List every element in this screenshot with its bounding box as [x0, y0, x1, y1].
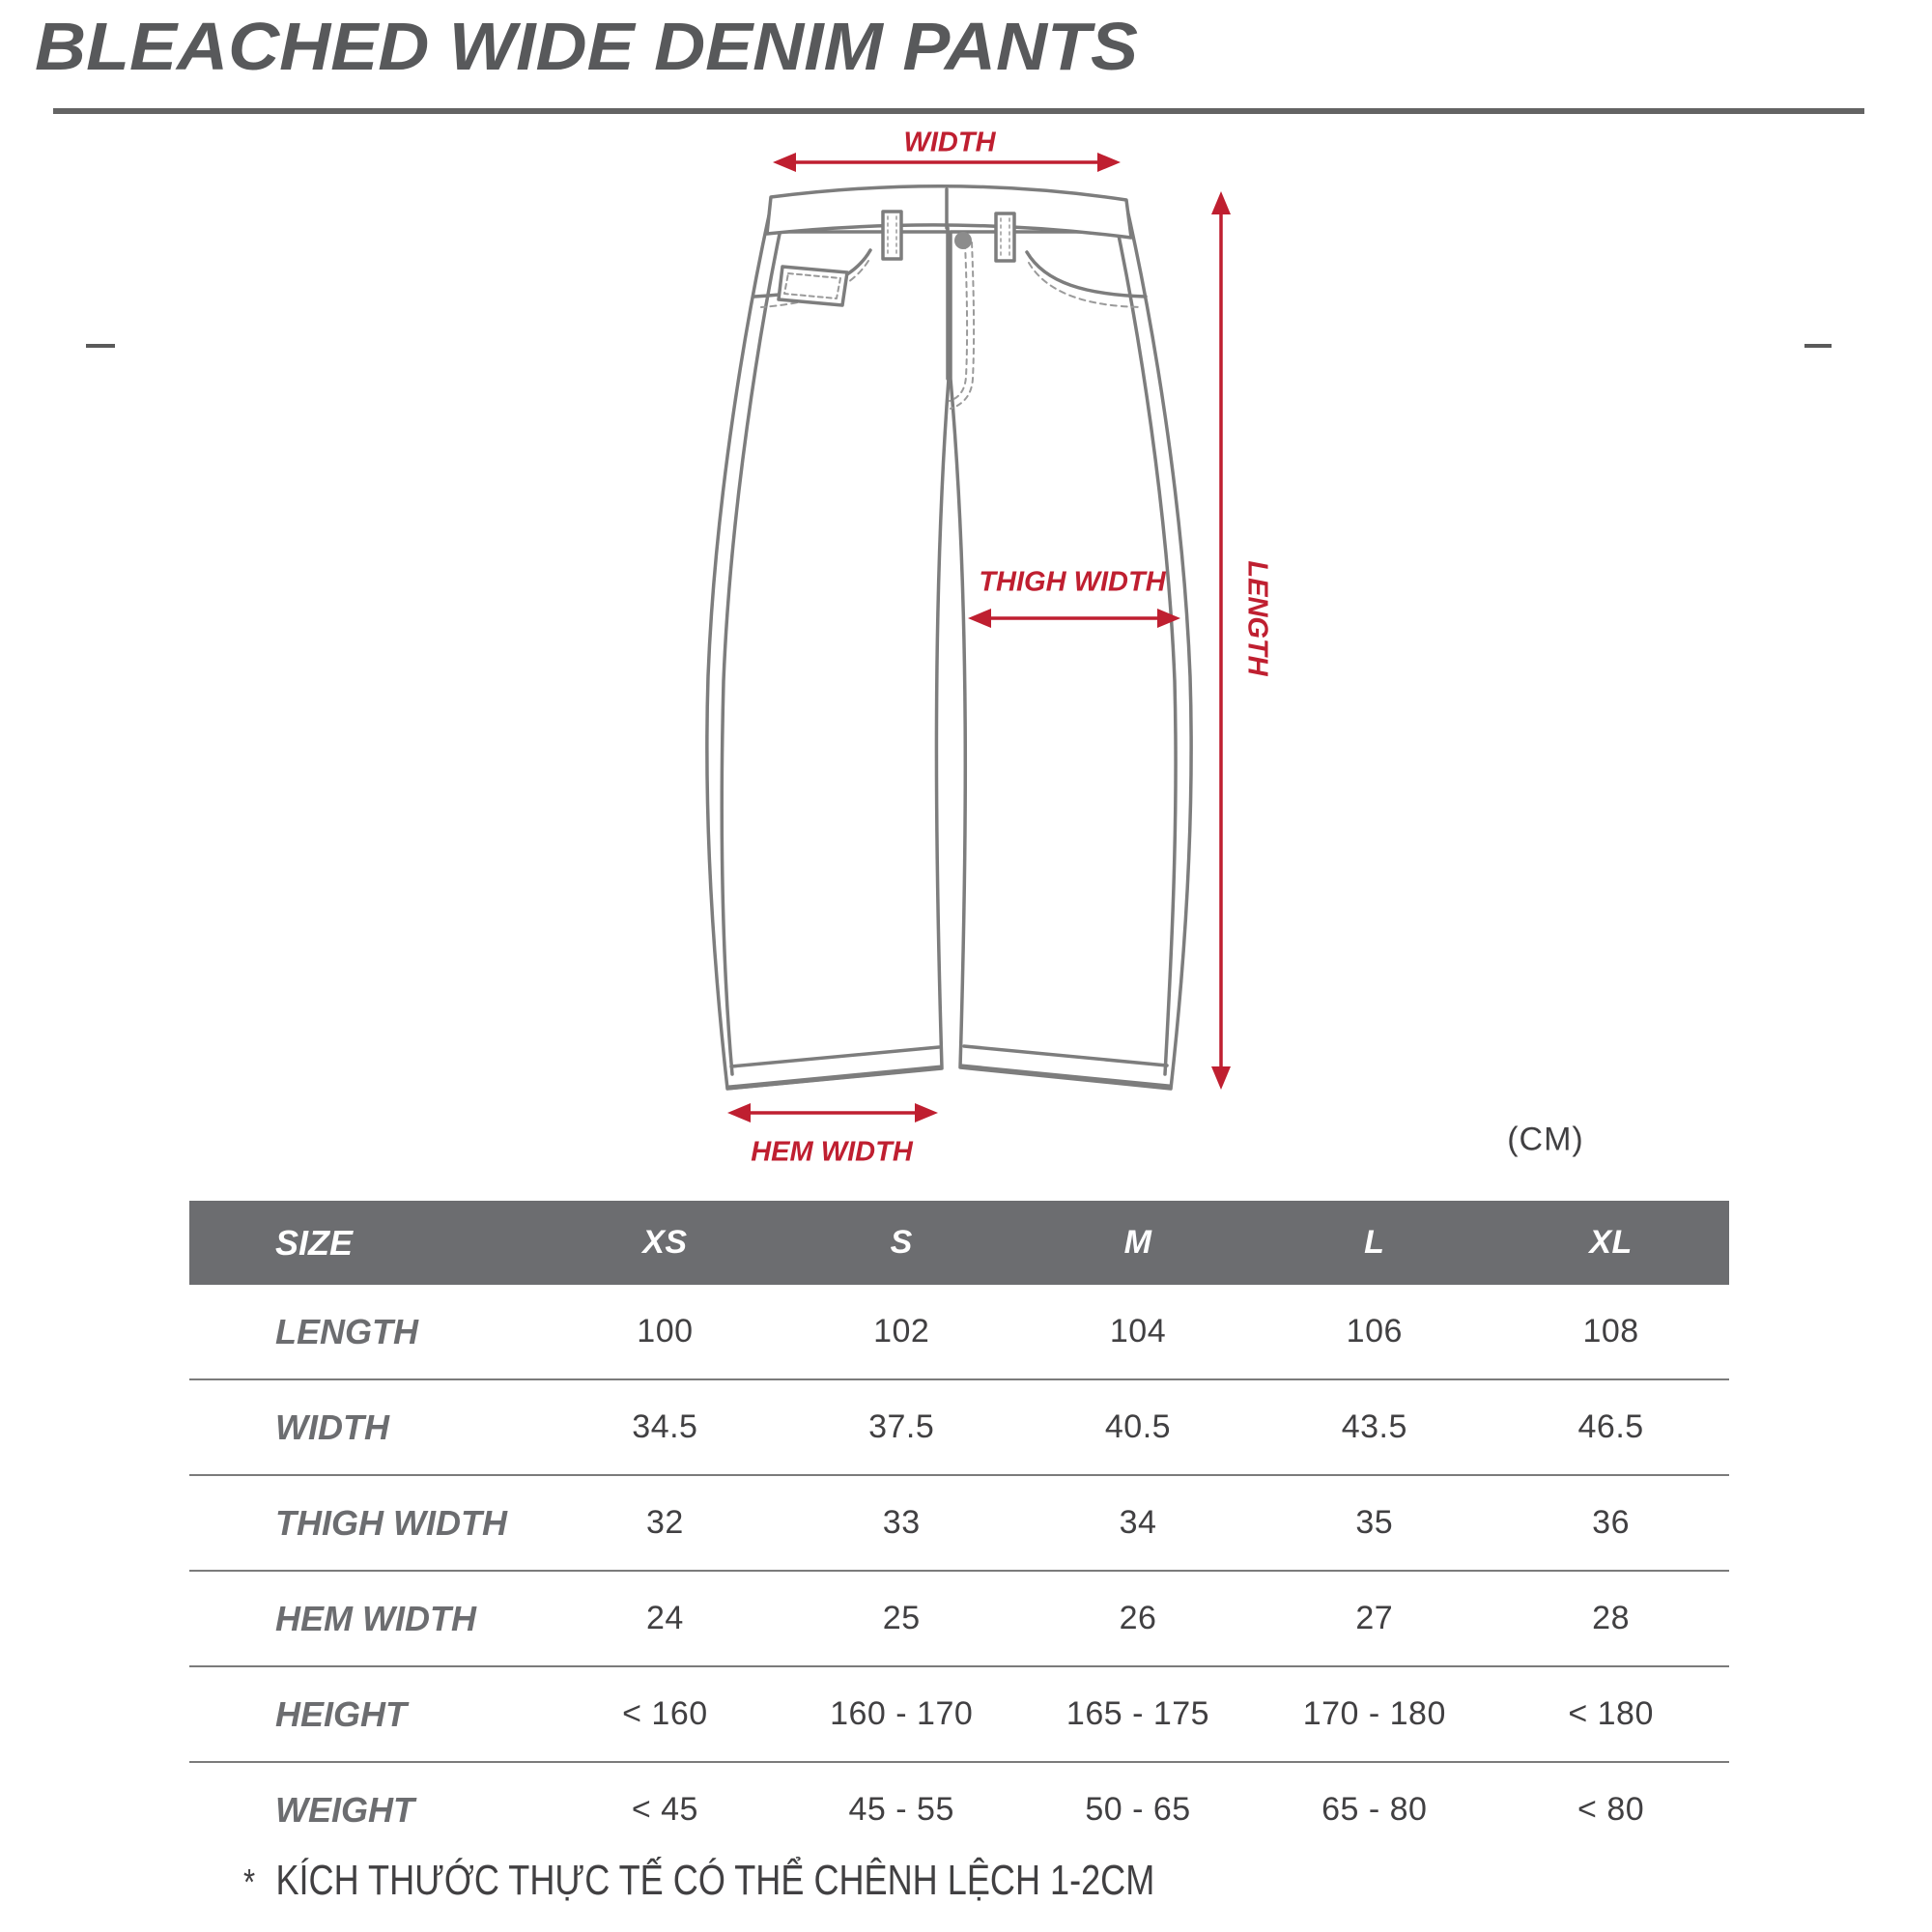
cell-value: 102 [873, 1313, 930, 1350]
left-edge-dash [86, 344, 115, 348]
cell-value: 100 [637, 1313, 694, 1350]
cell-value: 160 - 170 [830, 1695, 974, 1732]
hem-width-arrow [727, 1103, 938, 1122]
cell-value: 170 - 180 [1302, 1695, 1446, 1732]
cell-value: 46.5 [1577, 1408, 1644, 1445]
right-leg [951, 201, 1191, 1089]
cell-value: 108 [1582, 1313, 1639, 1350]
size-table-header [189, 1201, 1729, 1285]
cell-value: 24 [645, 1600, 684, 1636]
title-underline [53, 108, 1864, 114]
cell-value: 50 - 65 [1085, 1791, 1191, 1828]
header-m: M [1123, 1224, 1152, 1261]
header-s: S [890, 1224, 913, 1261]
hem-width-dim-label: HEM WIDTH [751, 1136, 913, 1168]
cell-value: 35 [1355, 1504, 1394, 1541]
table-row-hem-width [189, 1572, 1729, 1667]
coin-pocket [779, 267, 847, 305]
page-title: BLEACHED WIDE DENIM PANTS [35, 9, 1138, 84]
cell-value: 40.5 [1104, 1408, 1172, 1445]
table-row-length [189, 1285, 1729, 1380]
length-dim-label: LENGTH [1241, 560, 1273, 676]
cell-value: 34.5 [632, 1408, 698, 1445]
row-label: THIGH WIDTH [275, 1502, 507, 1543]
cell-value: 45 - 55 [848, 1791, 954, 1828]
header-xs: XS [642, 1224, 688, 1261]
cell-value: 165 - 175 [1065, 1695, 1210, 1732]
unit-label: (CM) [1507, 1121, 1584, 1158]
belt-loop-right [996, 213, 1014, 261]
thigh-width-dim-label: THIGH WIDTH [979, 566, 1166, 598]
cell-value: 104 [1109, 1313, 1167, 1350]
row-label: HEIGHT [275, 1693, 408, 1734]
left-leg [707, 198, 949, 1089]
cell-value: 34 [1119, 1504, 1157, 1541]
footnote-text: KÍCH THƯỚC THỰC TẾ CÓ THỂ CHÊNH LỆCH 1-2CM [275, 1857, 1155, 1904]
cell-value: 32 [645, 1504, 684, 1541]
length-arrow [1211, 191, 1231, 1090]
cell-value: 65 - 80 [1321, 1791, 1428, 1828]
table-row-width [189, 1380, 1729, 1476]
right-edge-dash [1804, 344, 1832, 348]
table-row-weight [189, 1763, 1729, 1857]
cell-value: < 45 [631, 1791, 698, 1828]
size-table [189, 1201, 1729, 1857]
cell-value: < 80 [1577, 1791, 1645, 1828]
width-dim-label: WIDTH [903, 127, 996, 158]
cell-value: < 180 [1568, 1695, 1654, 1732]
table-row-height [189, 1667, 1729, 1763]
button [954, 232, 972, 249]
pants-illustration [522, 135, 1275, 1198]
footnote [243, 1857, 1154, 1905]
header-size: SIZE [275, 1222, 354, 1263]
cell-value: 26 [1119, 1600, 1157, 1636]
belt-loop-left [883, 212, 901, 259]
header-l: L [1364, 1224, 1385, 1261]
cell-value: < 160 [622, 1695, 708, 1732]
cell-value: 106 [1346, 1313, 1403, 1350]
footnote-asterisk: * [243, 1862, 256, 1903]
cell-value: 28 [1592, 1600, 1630, 1636]
cell-value: 36 [1592, 1504, 1630, 1541]
row-label: WIDTH [275, 1406, 389, 1447]
table-row-thigh-width [189, 1476, 1729, 1572]
cell-value: 37.5 [868, 1408, 935, 1445]
cell-value: 27 [1355, 1600, 1394, 1636]
cell-value: 43.5 [1341, 1408, 1407, 1445]
row-label: WEIGHT [275, 1789, 414, 1830]
row-label: LENGTH [275, 1311, 418, 1351]
cell-value: 25 [882, 1600, 921, 1636]
header-xl: XL [1589, 1224, 1633, 1261]
row-label: HEM WIDTH [275, 1598, 476, 1638]
cell-value: 33 [882, 1504, 921, 1541]
